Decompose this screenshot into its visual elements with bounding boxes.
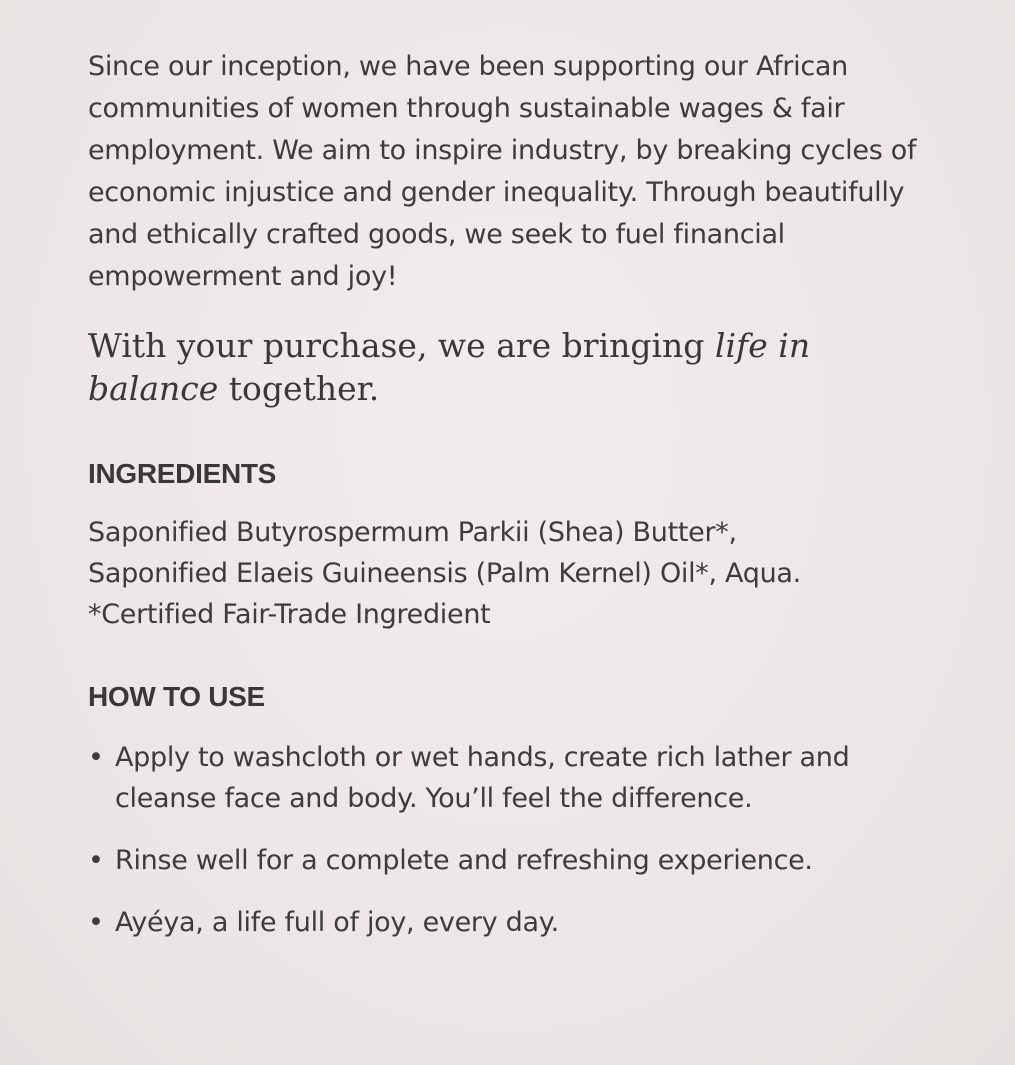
list-item (88, 902, 945, 943)
list-item (88, 840, 945, 881)
ingredients-list (88, 512, 988, 635)
bullet-icon: • (88, 907, 104, 938)
step-text: Rinse well for a complete and refreshing experience. (115, 845, 813, 876)
tagline-start: With your purchase, we are bringing (88, 326, 715, 365)
how-to-use-heading: HOW TO USE (88, 681, 265, 712)
tagline-end: together. (218, 369, 380, 408)
tagline-emphasis: life in balance (88, 326, 811, 408)
ingredient-line: Saponified Elaeis Guineensis (Palm Kernel) Oil*, Aqua. (88, 558, 801, 589)
step-text: Apply to washcloth or wet hands, create rich lather and cleanse face and body. You’ll feel the difference. (115, 742, 850, 814)
mission-paragraph: Since our inception, we have been supporting our African communities of women through sustainable wages & fair employment. We aim to inspire industry, by breaking cycles of economic injustice and gender inequality. Through beautifully and ethically crafted goods, we seek to fuel financial empowerment and joy! (88, 51, 917, 292)
tagline (88, 324, 908, 410)
bullet-icon: • (88, 742, 104, 773)
label-text-block (88, 46, 988, 964)
ingredient-footnote: *Certified Fair-Trade Ingredient (88, 599, 491, 630)
ingredient-line: Saponified Butyrospermum Parkii (Shea) Butter*, (88, 517, 737, 548)
ingredients-heading: INGREDIENTS (88, 458, 277, 489)
bullet-icon: • (88, 845, 104, 876)
how-to-use-list (88, 737, 988, 943)
step-text: Ayéya, a life full of joy, every day. (115, 907, 559, 938)
list-item (88, 737, 945, 819)
